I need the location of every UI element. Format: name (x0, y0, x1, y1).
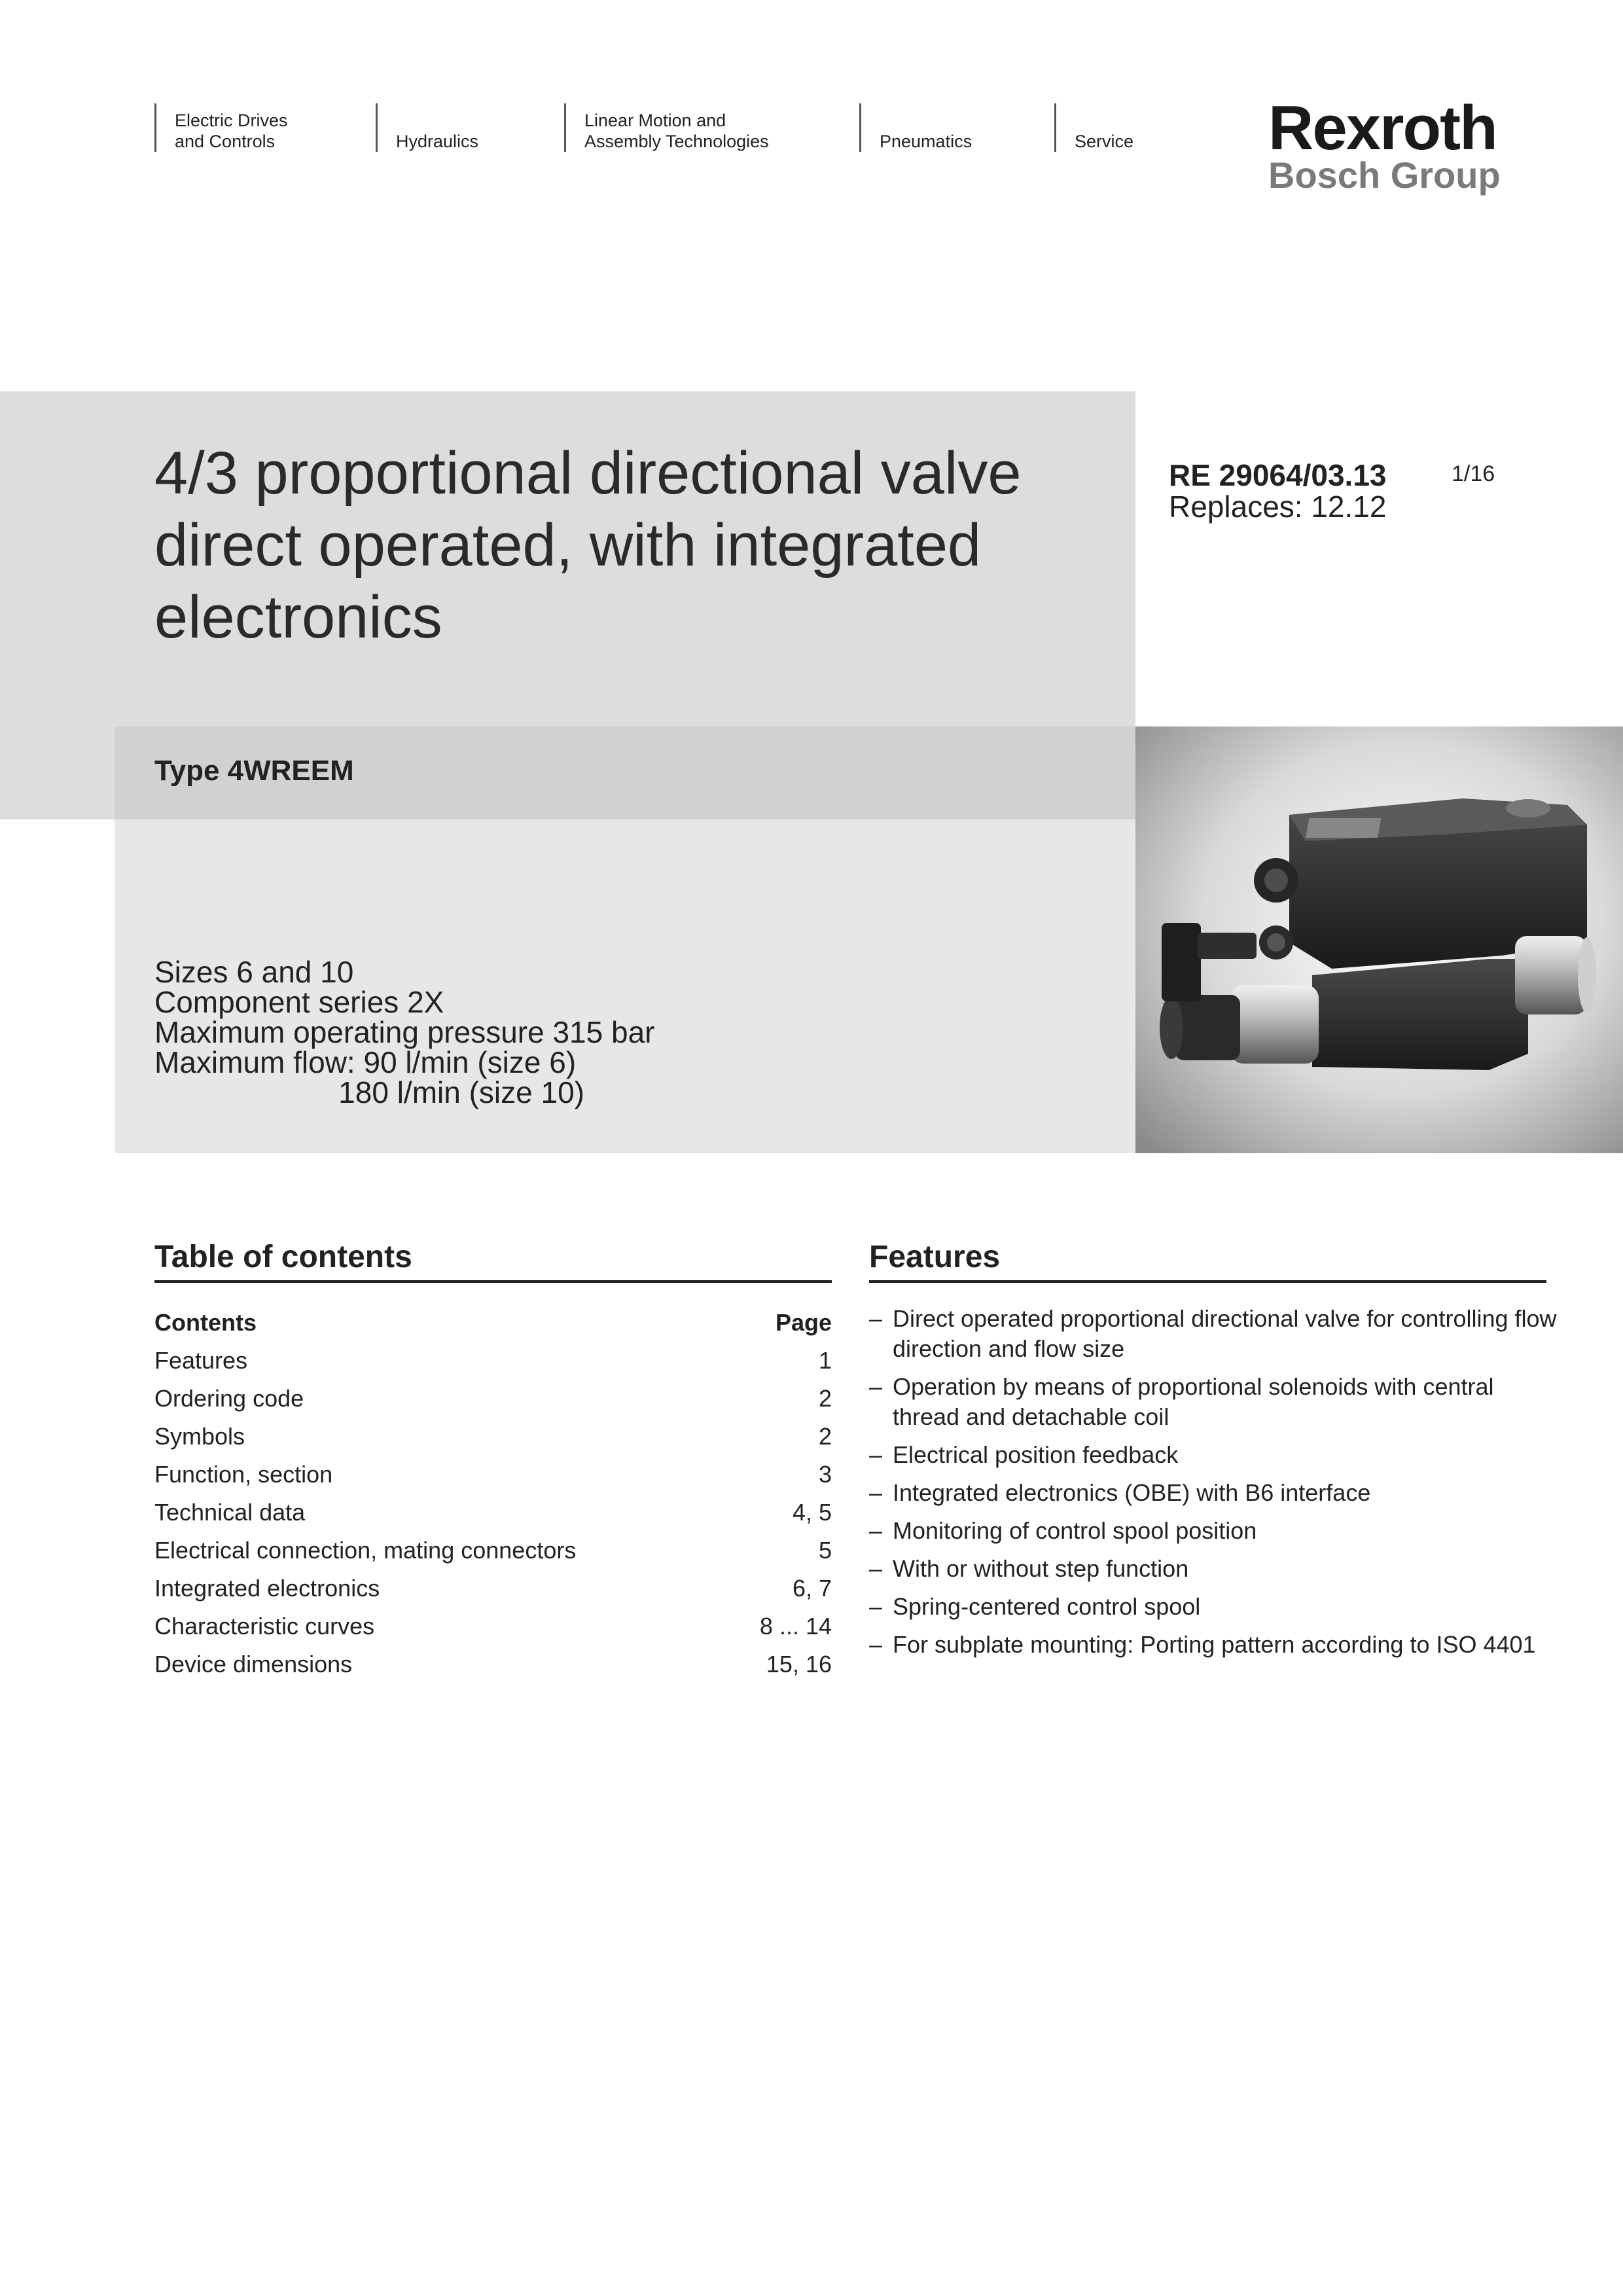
feature-item (869, 1304, 1563, 1364)
toc-row-page: 3 (818, 1461, 832, 1488)
replaces-note: Replaces: 12.12 (1169, 490, 1387, 524)
feature-text: For subplate mounting: Porting pattern according to ISO 4401 (893, 1631, 1536, 1658)
feature-text: Electrical position feedback (893, 1441, 1179, 1468)
toc-row[interactable] (154, 1570, 832, 1607)
toc-row-label: Device dimensions (154, 1651, 353, 1677)
feature-item (869, 1372, 1563, 1432)
toc-divider (154, 1280, 832, 1283)
title-line: direct operated, with integrated (154, 512, 982, 579)
toc-row[interactable] (154, 1456, 832, 1494)
nav-label-line2: Hydraulics (396, 132, 479, 151)
toc-table (154, 1304, 832, 1683)
spec-list (154, 957, 654, 1107)
bosch-group-logo: Bosch Group (1268, 154, 1501, 196)
toc-row-page: 5 (818, 1537, 832, 1564)
toc-row[interactable] (154, 1645, 832, 1683)
toc-header-row (154, 1304, 832, 1342)
toc-row-page: 2 (818, 1385, 832, 1412)
nav-label-line2: and Controls (175, 132, 276, 151)
features-list (869, 1304, 1563, 1668)
toc-col-contents: Contents (154, 1309, 257, 1336)
nav-label-line2: Pneumatics (880, 132, 972, 151)
document-number: RE 29064/03.13 (1169, 458, 1387, 492)
toc-row-page: 8 ... 14 (759, 1613, 832, 1640)
product-photo (1135, 726, 1623, 1153)
toc-row[interactable] (154, 1494, 832, 1532)
nav-label-line1: Linear Motion and (584, 111, 726, 130)
nav-label-line2: Service (1075, 132, 1134, 151)
spec-line: Component series 2X (154, 985, 444, 1019)
title-line: 4/3 proportional directional valve (154, 440, 1022, 507)
dash-bullet: – (869, 1441, 883, 1468)
spec-line: Maximum operating pressure 315 bar (154, 1015, 655, 1049)
toc-row-page: 15, 16 (766, 1651, 832, 1677)
features-heading: Features (869, 1240, 1001, 1274)
feature-item (869, 1592, 1563, 1622)
toc-row[interactable] (154, 1342, 832, 1380)
toc-row-label: Characteristic curves (154, 1613, 375, 1640)
feature-item (869, 1478, 1563, 1508)
dash-bullet: – (869, 1593, 883, 1620)
spec-line: Sizes 6 and 10 (154, 955, 354, 989)
toc-row-page: 2 (818, 1423, 832, 1450)
feature-item (869, 1554, 1563, 1584)
title-line: electronics (154, 584, 442, 651)
toc-row-page: 1 (818, 1347, 832, 1374)
feature-text: Spring-centered control spool (893, 1593, 1201, 1620)
nav-label-line1: Electric Drives (175, 111, 288, 130)
feature-item (869, 1440, 1563, 1470)
toc-row[interactable] (154, 1607, 832, 1645)
nav-electric-drives[interactable] (154, 103, 288, 152)
type-band-left (0, 726, 115, 819)
nav-hydraulics[interactable] (376, 103, 478, 152)
toc-row[interactable] (154, 1380, 832, 1418)
rexroth-logo: Rexroth (1268, 93, 1497, 163)
nav-linear-motion[interactable] (564, 103, 769, 152)
toc-row-label: Features (154, 1347, 248, 1374)
dash-bullet: – (869, 1631, 883, 1658)
dash-bullet: – (869, 1305, 883, 1332)
type-label: Type 4WREEM (154, 755, 354, 787)
toc-row-page: 6, 7 (792, 1575, 832, 1602)
feature-item (869, 1516, 1563, 1546)
toc-row-label: Symbols (154, 1423, 245, 1450)
toc-row-label: Integrated electronics (154, 1575, 380, 1602)
nav-service[interactable] (1054, 103, 1133, 152)
feature-text: Integrated electronics (OBE) with B6 interface (893, 1479, 1371, 1506)
feature-text: Monitoring of control spool position (893, 1517, 1257, 1544)
features-divider (869, 1280, 1546, 1283)
toc-row-label: Technical data (154, 1499, 306, 1526)
toc-row-label: Function, section (154, 1461, 333, 1488)
spec-line: 180 l/min (size 10) (154, 1075, 584, 1109)
toc-row-page: 4, 5 (792, 1499, 832, 1526)
toc-col-page: Page (775, 1309, 832, 1336)
dash-bullet: – (869, 1373, 883, 1400)
spec-line: Maximum flow: 90 l/min (size 6) (154, 1045, 577, 1079)
nav-label-line2: Assembly Technologies (584, 132, 769, 151)
feature-text: Direct operated proportional directional valve for controlling flow direction and flow size (893, 1305, 1557, 1362)
dash-bullet: – (869, 1555, 883, 1582)
toc-row-label: Ordering code (154, 1385, 304, 1412)
toc-heading: Table of contents (154, 1240, 412, 1274)
feature-item (869, 1630, 1563, 1660)
nav-pneumatics[interactable] (859, 103, 972, 152)
page-number: 1/16 (1452, 461, 1495, 486)
toc-row[interactable] (154, 1418, 832, 1456)
toc-row[interactable] (154, 1532, 832, 1570)
feature-text: With or without step function (893, 1555, 1189, 1582)
document-title (154, 437, 1071, 653)
toc-row-label: Electrical connection, mating connectors (154, 1537, 577, 1564)
dash-bullet: – (869, 1517, 883, 1544)
dash-bullet: – (869, 1479, 883, 1506)
feature-text: Operation by means of proportional solenoids with central thread and detachable coil (893, 1373, 1494, 1430)
